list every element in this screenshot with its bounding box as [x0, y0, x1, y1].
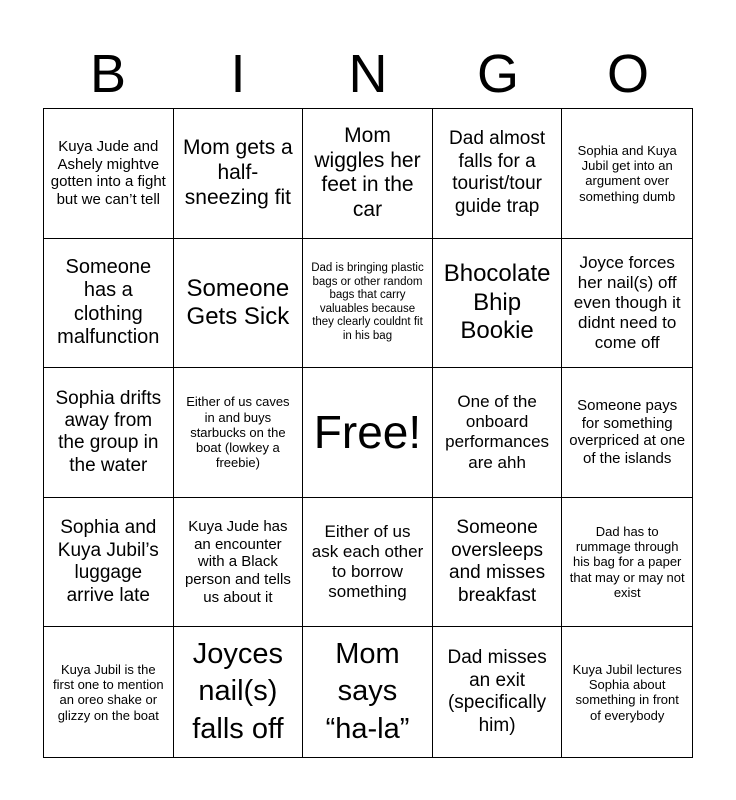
bingo-cell[interactable]: Dad almost falls for a tourist/tour guide trap [433, 109, 563, 239]
bingo-cell[interactable]: Dad misses an exit (specifically him) [433, 627, 563, 757]
bingo-cell[interactable]: Joyce forces her nail(s) off even though it didnt need to come off [562, 239, 692, 369]
header-letter-n: N [348, 44, 388, 104]
header-letter-o: O [606, 44, 649, 104]
bingo-cell[interactable]: Kuya Jubil lectures Sophia about something in front of everybody [572, 661, 682, 723]
bingo-cell[interactable]: Kuya Jude and Ashely mightve gotten into a fight but we can’t tell [44, 109, 174, 239]
bingo-cell[interactable]: Bhocolate Bhip Bookie [433, 239, 563, 369]
bingo-cell[interactable]: Someone oversleeps and misses breakfast [433, 498, 563, 628]
bingo-cell[interactable]: Someone Gets Sick [174, 239, 304, 369]
header-letter-b: B [89, 44, 127, 104]
bingo-cell[interactable]: Sophia and Kuya Jubil get into an argument over something dumb [562, 109, 692, 239]
bingo-cell[interactable]: Joyces nail(s) falls off [174, 627, 304, 757]
bingo-cell[interactable]: Someone pays for something overpriced at one of the islands [562, 368, 692, 498]
header-letter-i: I [230, 44, 246, 104]
bingo-cell[interactable]: Mom wiggles her feet in the car [303, 109, 433, 239]
bingo-cell[interactable]: Someone has a clothing malfunction [44, 239, 174, 369]
bingo-cell[interactable]: Mom says “ha-la” [303, 627, 433, 757]
bingo-header [43, 40, 693, 108]
bingo-cell[interactable]: Sophia drifts away from the group in the water [44, 368, 174, 498]
bingo-cell[interactable]: Either of us ask each other to borrow something [303, 498, 433, 628]
bingo-cell[interactable]: Dad is bringing plastic bags or other random bags that carry valuables because they clearly couldnt fit in his bag [303, 239, 433, 369]
bingo-cell[interactable]: One of the onboard performances are ahh [433, 368, 563, 498]
bingo-cell[interactable]: Mom gets a half-sneezing fit [174, 109, 304, 239]
bingo-board [43, 108, 693, 758]
bingo-cell[interactable]: Kuya Jubil is the first one to mention an oreo shake or glizzy on the boat [44, 627, 174, 757]
bingo-cell[interactable]: Sophia and Kuya Jubil’s luggage arrive late [44, 498, 174, 628]
header-letter-g: G [476, 44, 519, 104]
free-space[interactable]: Free! [303, 368, 433, 498]
bingo-cell[interactable]: Kuya Jude has an encounter with a Black person and tells us about it [174, 498, 304, 628]
bingo-cell[interactable]: Either of us caves in and buys starbucks on the boat (lowkey a freebie) [174, 368, 304, 498]
bingo-cell[interactable]: Dad has to rummage through his bag for a paper that may or may not exist [562, 498, 692, 628]
